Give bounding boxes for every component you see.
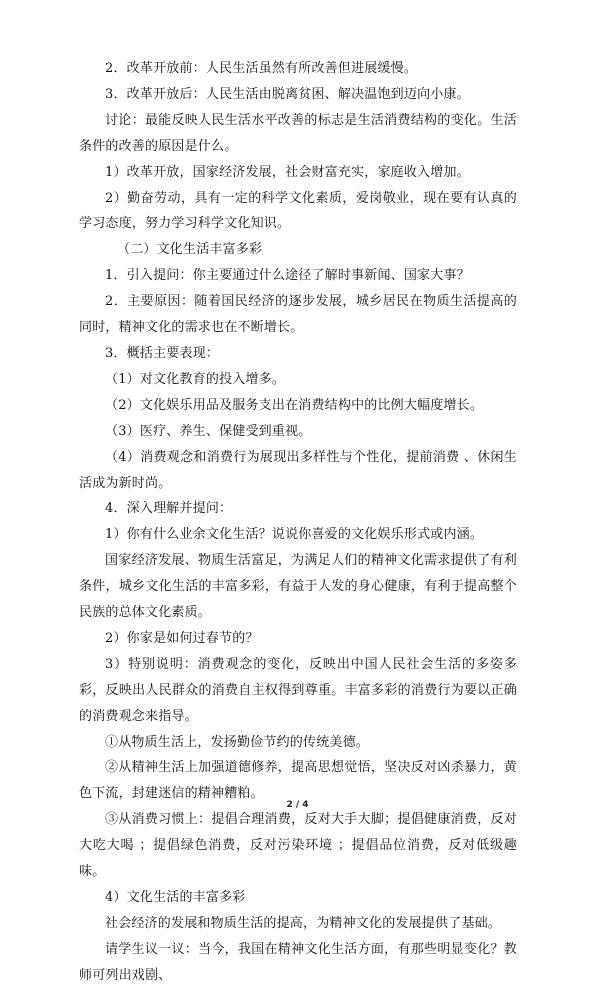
paragraph: ③从消费习惯上：提倡合理消费，反对大手大脚；提倡健康消费，反对大吃大喝 ；提倡绿色消费，反对污染环境 ；提倡品位消费，反对低级趣味。 bbox=[79, 812, 517, 880]
paragraph: ①从物质生活上，发扬勤俭节约的传统美德。 bbox=[105, 734, 370, 750]
paragraph: 2）你家是如何过春节的？ bbox=[105, 630, 259, 646]
paragraph: ②从精神生活上加强道德修养，提高思想觉悟，坚决反对凶杀暴力，黄色下流，封建迷信的精神糟粕。 bbox=[79, 760, 517, 802]
page-number: 2 / 4 bbox=[286, 800, 309, 810]
paragraph: （3）医疗、养生、保健受到重视。 bbox=[105, 423, 312, 439]
paragraph: 1）你有什么业余文化生活？说说你喜爱的文化娱乐形式或内涵。 bbox=[105, 527, 484, 543]
paragraph: 社会经济的发展和物质生活的提高，为精神文化的发展提供了基础。 bbox=[105, 915, 502, 931]
paragraph: 1）改革开放，国家经济发展，社会财富充实，家庭收入增加。 bbox=[105, 164, 470, 180]
paragraph: 3．概括主要表现： bbox=[105, 345, 220, 361]
section-heading: （二）文化生活丰富多彩 bbox=[117, 242, 263, 258]
paragraph: 1．引入提问：你主要通过什么途径了解时事新闻、国家大事？ bbox=[105, 268, 470, 284]
body-text bbox=[79, 56, 517, 989]
paragraph: 2）勤奋劳动，具有一定的科学文化素质，爱岗敬业，现在要有认真的学习态度，努力学习科学文化知识。 bbox=[79, 190, 517, 232]
paragraph: 4．深入理解并提问： bbox=[105, 501, 233, 517]
paragraph: 3．改革开放后：人民生活由脱离贫困、解决温饱到迈向小康。 bbox=[105, 86, 470, 102]
paragraph: 2．改革开放前：人民生活虽然有所改善但进展缓慢。 bbox=[105, 61, 418, 76]
paragraph: 国家经济发展、物质生活富足，为满足人们的精神文化需求提供了有利条件，城乡文化生活的丰富多彩，有益于人发的身心健康，有利于提高整个民族的总体文化素质。 bbox=[79, 553, 517, 621]
paragraph: 讨论：最能反映人民生活水平改善的标志是生活消费结构的变化。生活条件的改善的原因是什么。 bbox=[79, 112, 517, 154]
paragraph: （2）文化娱乐用品及服务支出在消费结构中的比例大幅度增长。 bbox=[105, 397, 484, 413]
paragraph: 请学生议一议：当今，我国在精神文化生活方面，有那些明显变化？教师可列出戏剧、 bbox=[79, 941, 517, 983]
paragraph: 3）特别说明：消费观念的变化，反映出中国人民社会生活的多姿多彩，反映出人民群众的消费自主权得到尊重。丰富多彩的消费行为要以正确的消费观念来指导。 bbox=[79, 656, 517, 724]
paragraph: （4）消费观念和消费行为展现出多样性与个性化，提前消费 、休闲生活成为新时尚。 bbox=[79, 449, 517, 491]
paragraph: （1）对文化教育的投入增多。 bbox=[105, 371, 286, 387]
paragraph: 2．主要原因：随着国民经济的逐步发展，城乡居民在物质生活提高的同时，精神文化的需求也在不断增长。 bbox=[79, 294, 517, 336]
paragraph: 4）文化生活的丰富多彩 bbox=[105, 890, 246, 905]
